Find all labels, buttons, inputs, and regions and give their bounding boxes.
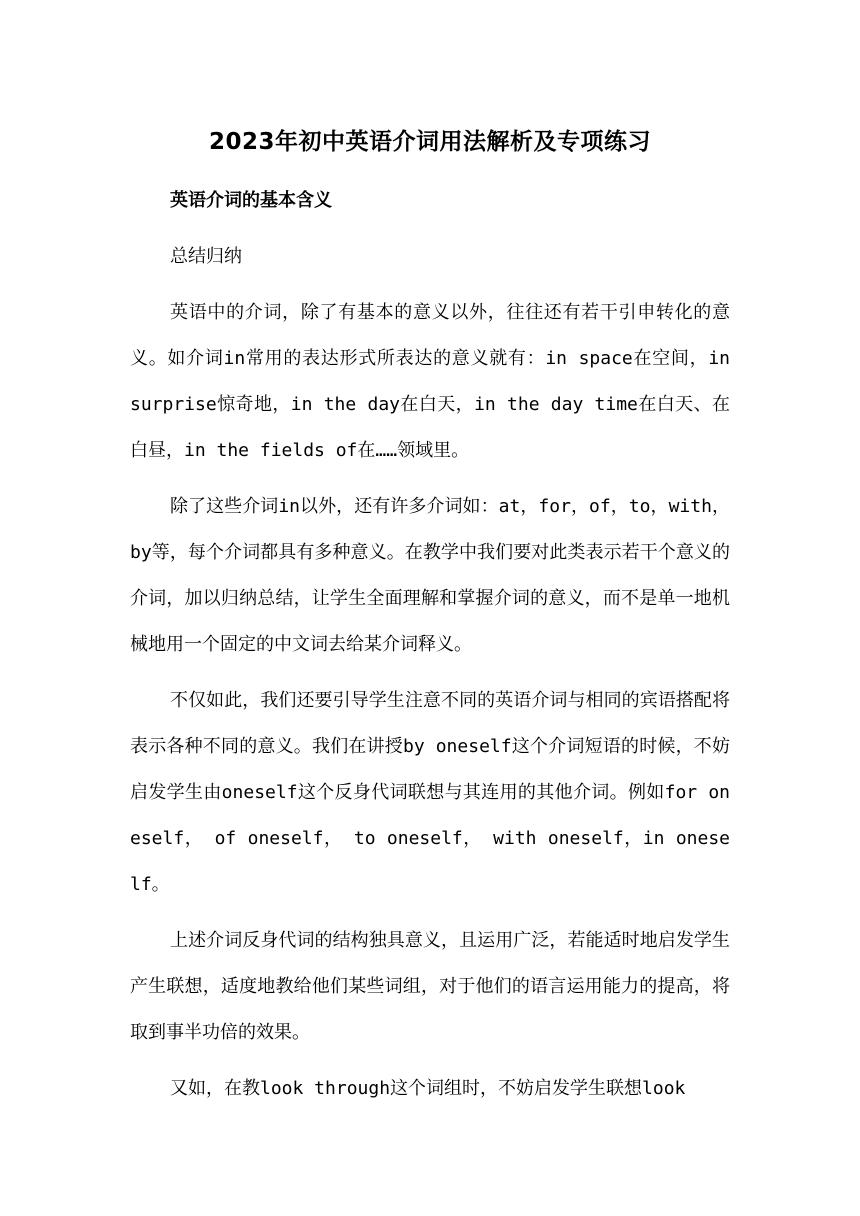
subheading: 总结归纳 <box>170 246 242 267</box>
document-title: 2023年初中英语介词用法解析及专项练习 <box>208 129 651 155</box>
paragraph: 又如，在教look through这个词组时，不妨启发学生联想look <box>170 1078 686 1099</box>
paragraph: 除了这些介词in以外，还有许多介词如：at，for，of，to，with，by等，每个介词都具有多种意义。在教学中我们要对此类表示若干个意义的介词，加以归纳总结，让学生全面理解和掌握介词的意义，而不是单一地机械地用一个固定的中文词去给某介词释义。 <box>130 496 730 655</box>
paragraph: 上述介词反身代词的结构独具意义，且运用广泛，若能适时地启发学生产生联想，适度地教给他们某些词组，对于他们的语言运用能力的提高，将取到事半功倍的效果。 <box>130 930 730 1043</box>
document-page <box>130 118 730 1122</box>
section-heading: 英语介词的基本含义 <box>170 190 332 211</box>
paragraph: 不仅如此，我们还要引导学生注意不同的英语介词与相同的宾语搭配将表示各种不同的意义。我们在讲授by oneself这个介词短语的时候，不妨启发学生由oneself这个反身代词联想与其连用的其他介词。例如for oneself， of oneself， to oneself， with oneself，in oneself。 <box>130 690 730 895</box>
paragraph: 英语中的介词，除了有基本的意义以外，往往还有若干引申转化的意义。如介词in常用的表达形式所表达的意义就有：in space在空间，in surprise惊奇地，in the day在白天，in the day time在白天、在白昼，in the fields of在……领域里。 <box>130 302 730 461</box>
